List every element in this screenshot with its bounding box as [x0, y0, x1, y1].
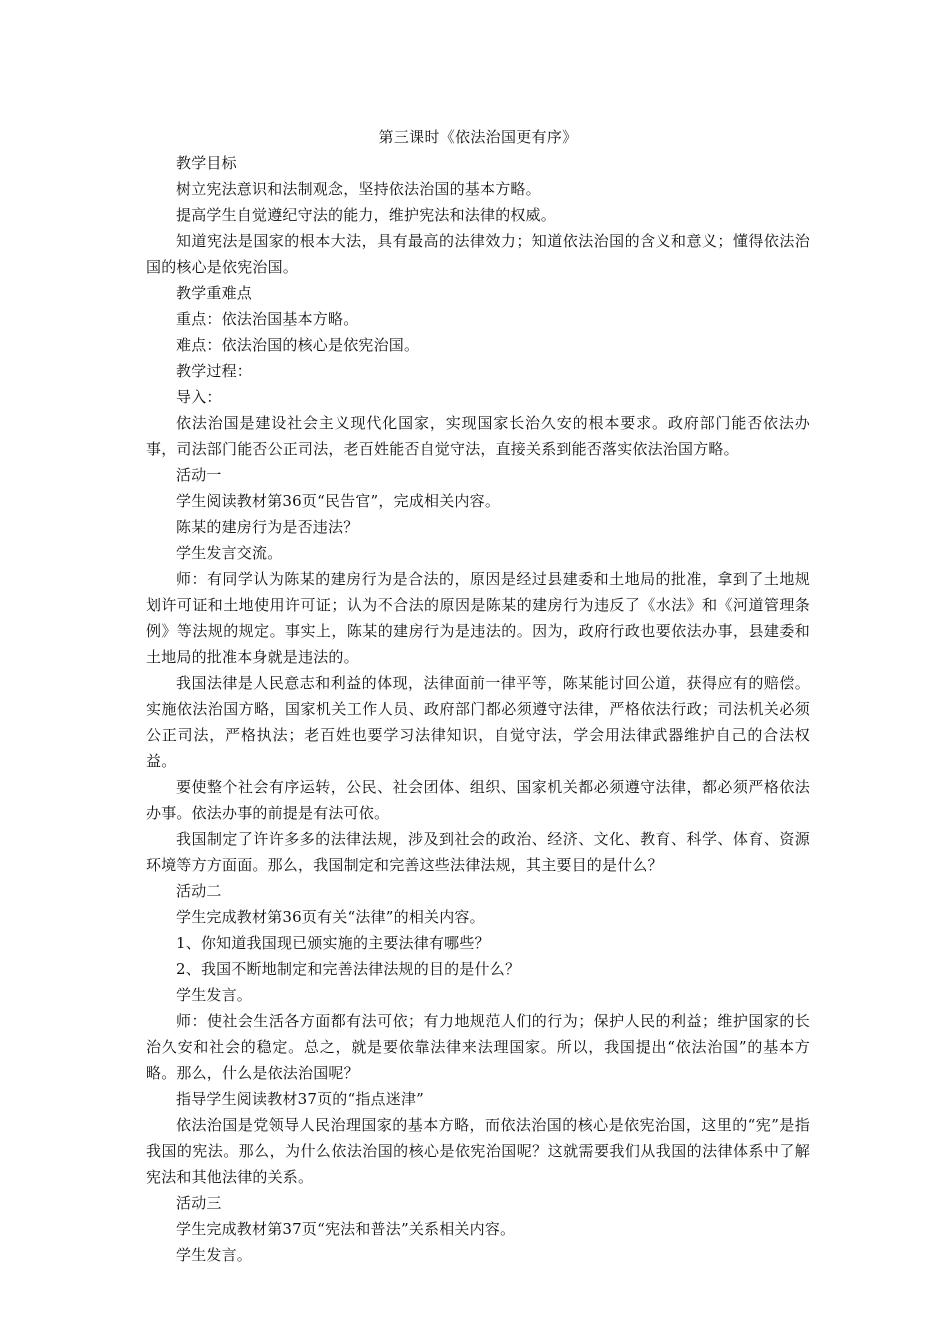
activity-3-heading: 活动三	[176, 1194, 222, 1212]
section-heading-process: 教学过程：	[176, 362, 253, 380]
document-page	[146, 124, 810, 1268]
activity-2-task: 学生完成教材第36页有关“法律”的相关内容。	[176, 908, 485, 926]
activity-2-question-1: 1、你知道我国现已颁实施的主要法律有哪些？	[176, 934, 490, 952]
key-point: 重点：依法治国基本方略。	[176, 310, 359, 328]
body-paragraph: 我国制定了许许多多的法律法规，涉及到社会的政治、经济、文化、教育、科学、体育、资源环境等方方面面。那么，我国制定和完善这些法律法规，其主要目的是什么？	[146, 830, 810, 874]
activity-2-discussion: 学生发言。	[176, 986, 253, 1004]
activity-1-question: 陈某的建房行为是否违法？	[176, 518, 359, 536]
body-paragraph: 要使整个社会有序运转，公民、社会团体、组织、国家机关都必须遵守法律，都必须严格依法办事。依法办事的前提是有法可依。	[146, 778, 810, 822]
reading-guidance: 指导学生阅读教材37页的“指点迷津”	[176, 1090, 425, 1108]
activity-3-task: 学生完成教材第37页“宪法和普法”关系相关内容。	[176, 1220, 516, 1238]
activity-1-heading: 活动一	[176, 466, 222, 484]
teacher-comment-1: 师：有同学认为陈某的建房行为是合法的，原因是经过县建委和土地局的批准，拿到了土地规划许可证和土地使用许可证；认为不合法的原因是陈某的建房行为违反了《水法》和《河道管理条例》等法规的规定。事实上，陈某的建房行为是违法的。因为，政府行政也要依法办事，县建委和土地局的批准本身就是违法的。	[146, 570, 810, 666]
objective-3: 知道宪法是国家的根本大法，具有最高的法律效力；知道依法治国的含义和意义；懂得依法治国的核心是依宪治国。	[146, 232, 810, 276]
intro-paragraph: 依法治国是建设社会主义现代化国家，实现国家长治久安的根本要求。政府部门能否依法办事，司法部门能否公正司法，老百姓能否自觉守法，直接关系到能否落实依法治国方略。	[146, 414, 810, 458]
body-paragraph: 依法治国是党领导人民治理国家的基本方略，而依法治国的核心是依宪治国，这里的“宪”是指我国的宪法。那么，为什么依法治国的核心是依宪治国呢？这就需要我们从我国的法律体系中了解宪法和其他法律的关系。	[146, 1116, 810, 1186]
section-heading-objectives: 教学目标	[176, 154, 237, 172]
intro-label: 导入：	[176, 388, 222, 406]
teacher-comment-2: 师：使社会生活各方面都有法可依；有力地规范人们的行为；保护人民的利益；维护国家的长治久安和社会的稳定。总之，就是要依靠法律来法理国家。所以，我国提出“依法治国”的基本方略。那么，什么是依法治国呢？	[146, 1012, 810, 1082]
section-heading-key-points: 教学重难点	[176, 284, 253, 302]
objective-1: 树立宪法意识和法制观念，坚持依法治国的基本方略。	[176, 180, 541, 198]
document-title: 第三课时《依法治国更有序》	[378, 128, 578, 146]
activity-2-question-2: 2、我国不断地制定和完善法律法规的目的是什么？	[176, 960, 521, 978]
objective-2: 提高学生自觉遵纪守法的能力，维护宪法和法律的权威。	[176, 206, 557, 224]
activity-2-heading: 活动二	[176, 882, 222, 900]
activity-1-discussion: 学生发言交流。	[176, 544, 283, 562]
body-paragraph: 我国法律是人民意志和利益的体现，法律面前一律平等，陈某能讨回公道，获得应有的赔偿。实施依法治国方略，国家机关工作人员、政府部门都必须遵守法律，严格依法行政；司法机关必须公正司法，严格执法；老百姓也要学习法律知识，自觉守法，学会用法律武器维护自己的合法权益。	[146, 674, 810, 770]
activity-1-task: 学生阅读教材第36页“民告官”，完成相关内容。	[176, 492, 501, 510]
difficult-point: 难点：依法治国的核心是依宪治国。	[176, 336, 420, 354]
activity-3-discussion: 学生发言。	[176, 1246, 253, 1264]
